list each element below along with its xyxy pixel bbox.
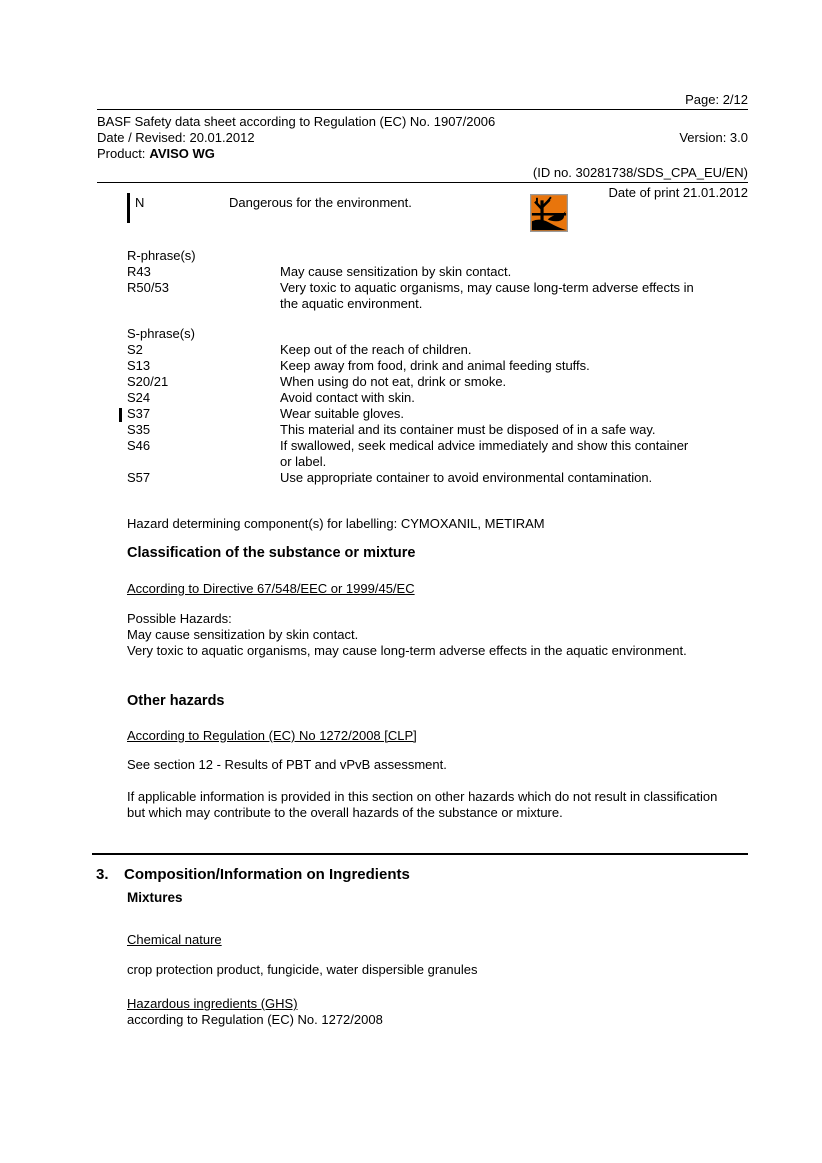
s-phrase-row-changed xyxy=(127,406,748,422)
s-phrase-code: S2 xyxy=(127,342,143,357)
s-phrase-text: Keep out of the reach of children. xyxy=(280,342,472,357)
s-phrase-text: When using do not eat, drink or smoke. xyxy=(280,374,507,389)
product-line xyxy=(97,146,748,162)
classification-heading: Classification of the substance or mixture xyxy=(127,545,416,561)
s-phrase-row xyxy=(127,374,748,390)
s-phrase-text: This material and its container must be disposed of in a safe way. xyxy=(280,422,656,437)
chemical-nature-label: Chemical nature xyxy=(127,932,222,947)
s-phrase-code: S46 xyxy=(127,438,151,453)
s-phrase-code: S24 xyxy=(127,390,151,405)
date-of-print: Date of print 21.01.2012 xyxy=(608,185,748,200)
r-phrase-text: Very toxic to aquatic organisms, may cause long-term adverse effects in the aquatic environment. xyxy=(280,280,694,311)
change-marker xyxy=(119,408,122,422)
s-phrase-code: S57 xyxy=(127,470,151,485)
s-phrase-row xyxy=(127,390,748,406)
version-label: Version: 3.0 xyxy=(679,130,748,145)
chemical-nature-value: crop protection product, fungicide, water dispersible granules xyxy=(127,962,478,977)
s-phrase-row xyxy=(127,422,748,438)
s-phrase-text: Wear suitable gloves. xyxy=(280,406,405,421)
mixtures-subheading: Mixtures xyxy=(127,890,183,905)
section3-number: 3. xyxy=(96,866,109,883)
document-id: (ID no. 30281738/SDS_CPA_EU/EN) xyxy=(532,165,748,180)
s-phrase-code: S13 xyxy=(127,358,151,373)
product-label: Product: xyxy=(97,146,146,161)
classification-directive: According to Directive 67/548/EEC or 1999/45/EC xyxy=(127,581,415,596)
other-hazards-regulation: According to Regulation (EC) No 1272/2008 [CLP] xyxy=(127,728,417,743)
s-phrase-code: S35 xyxy=(127,422,151,437)
hazardous-ingredients-label: Hazardous ingredients (GHS) xyxy=(127,996,298,1011)
header-body xyxy=(97,110,748,181)
s-phrase-code: S20/21 xyxy=(127,374,169,389)
r-phrase-code: R50/53 xyxy=(127,280,169,295)
hazard-components-line: Hazard determining component(s) for labelling: CYMOXANIL, METIRAM xyxy=(127,516,545,531)
environmental-hazard-icon xyxy=(530,194,568,232)
r-phrase-text: May cause sensitization by skin contact. xyxy=(280,264,512,279)
possible-hazards-block xyxy=(127,611,748,659)
possible-hazard-item: May cause sensitization by skin contact. xyxy=(127,627,359,642)
hazardous-ingredients-note: according to Regulation (EC) No. 1272/2008 xyxy=(127,1012,383,1027)
section-divider-rule xyxy=(92,853,748,855)
page-number: Page: 2/12 xyxy=(685,92,748,107)
product-name: AVISO WG xyxy=(149,146,215,161)
hazard-symbol-row xyxy=(127,195,748,211)
s-phrase-row xyxy=(127,470,748,486)
hazard-symbol-code: N xyxy=(135,195,145,210)
hazard-symbol-text: Dangerous for the environment. xyxy=(229,195,412,210)
s-phrase-row xyxy=(127,438,748,470)
r-phrase-code: R43 xyxy=(127,264,151,279)
date-revised: Date / Revised: 20.01.2012 xyxy=(97,130,255,145)
see-section-line: See section 12 - Results of PBT and vPvB assessment. xyxy=(127,757,447,772)
s-phrases-section xyxy=(127,326,748,486)
r-phrases-section xyxy=(127,248,748,312)
other-hazards-heading: Other hazards xyxy=(127,693,225,709)
r-phrases-heading: R-phrase(s) xyxy=(127,248,196,263)
document-header xyxy=(97,92,748,201)
section3-title: Composition/Information on Ingredients xyxy=(124,866,410,883)
s-phrase-code: S37 xyxy=(127,406,151,421)
s-phrase-text: If swallowed, seek medical advice immediately and show this container or label. xyxy=(280,438,689,469)
s-phrase-row xyxy=(127,342,748,358)
s-phrase-text: Use appropriate container to avoid environmental contamination. xyxy=(280,470,653,485)
section3-heading-row xyxy=(96,866,748,884)
s-phrase-text: Avoid contact with skin. xyxy=(280,390,415,405)
other-hazards-note: If applicable information is provided in this section on other hazards which do not result in classification but which may contribute to the overall hazards of the substance or mixture. xyxy=(127,789,718,820)
possible-hazards-label: Possible Hazards: xyxy=(127,611,232,626)
s-phrases-heading: S-phrase(s) xyxy=(127,326,195,341)
possible-hazard-item: Very toxic to aquatic organisms, may cause long-term adverse effects in the aquatic environment. xyxy=(127,643,687,658)
change-marker xyxy=(127,193,130,223)
document-title: BASF Safety data sheet according to Regulation (EC) No. 1907/2006 xyxy=(97,114,496,129)
r-phrase-row xyxy=(127,280,748,312)
r-phrase-row xyxy=(127,264,748,280)
s-phrase-row xyxy=(127,358,748,374)
s-phrase-text: Keep away from food, drink and animal feeding stuffs. xyxy=(280,358,590,373)
